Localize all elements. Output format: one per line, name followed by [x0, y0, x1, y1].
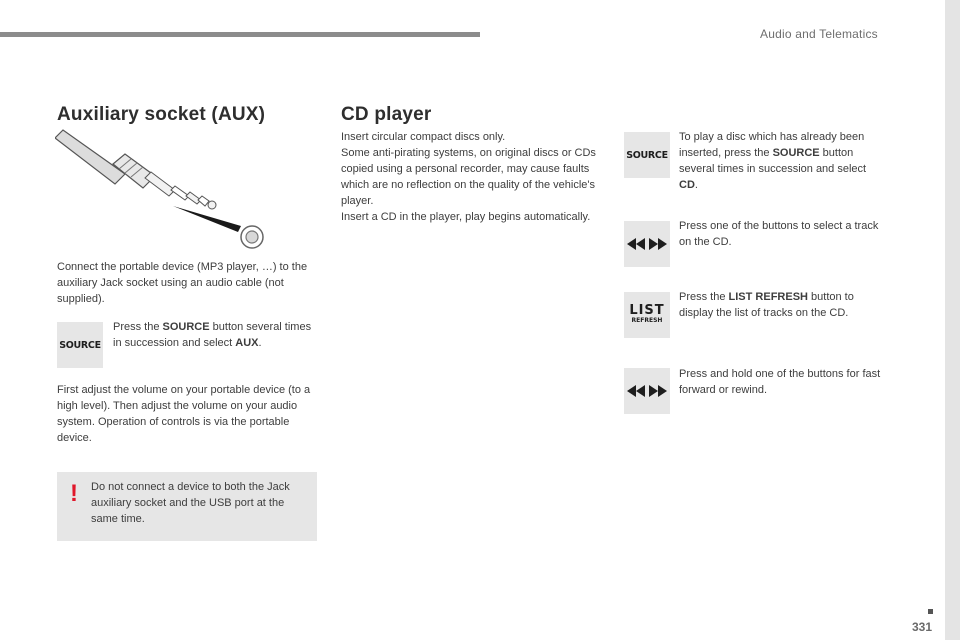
track-select-buttons: [624, 221, 670, 267]
source-button: [57, 322, 103, 368]
warning-text: Do not connect a device to both the Jack auxiliary socket and the USB port at the same time.: [91, 481, 290, 525]
refresh-button-label: REFRESH: [631, 317, 663, 324]
aux-heading: Auxiliary socket (AUX): [57, 104, 266, 125]
fast-forward-rewind-buttons: [624, 368, 670, 414]
rewind-forward-icon: [626, 383, 668, 399]
page-number: 331: [912, 620, 933, 634]
aux-volume-text: First adjust the volume on your portable device (to a high level). Then adjust the volume on your audio system. Operation of controls is via the portable device.: [57, 384, 311, 444]
cd-play-instruction: To play a disc which has already been inserted, press the SOURCE button several times in succession and select CD.: [679, 131, 867, 191]
cd-track-select-text: Press one of the buttons to select a track on the CD.: [679, 220, 879, 248]
source-button-cd: [624, 132, 670, 178]
cd-list-instruction: Press the LIST REFRESH button to display the list of tracks on the CD.: [679, 291, 854, 319]
section-title: Audio and Telematics: [760, 27, 878, 41]
aux-intro-text: Connect the portable device (MP3 player, …) to the auxiliary Jack socket using an audio cable (not supplied).: [57, 261, 308, 305]
cd-intro-text: Insert circular compact discs only. Some anti-pirating systems, on original discs or CDs copied using a personal recorder, may cause faults which are no reflection on the quality of the vehicle's player. Insert a CD in the player, play begins automatically.: [341, 131, 596, 223]
list-button-label: LIST: [629, 303, 665, 318]
footer-bullet: [928, 609, 933, 614]
source-button-label: SOURCE: [59, 339, 101, 351]
prev-next-icon: [626, 236, 668, 252]
cd-ffwd-text: Press and hold one of the buttons for fast forward or rewind.: [679, 368, 881, 396]
jack-plug-illustration: [55, 128, 270, 253]
source-button-cd-label: SOURCE: [626, 149, 668, 161]
warning-exclamation-icon: !: [70, 480, 78, 507]
header-rule: [0, 32, 480, 37]
cd-heading: CD player: [341, 104, 432, 125]
page-edge-strip: [945, 0, 960, 640]
aux-source-instruction: Press the SOURCE button several times in succession and select AUX.: [113, 321, 312, 349]
list-refresh-button: [624, 292, 670, 338]
